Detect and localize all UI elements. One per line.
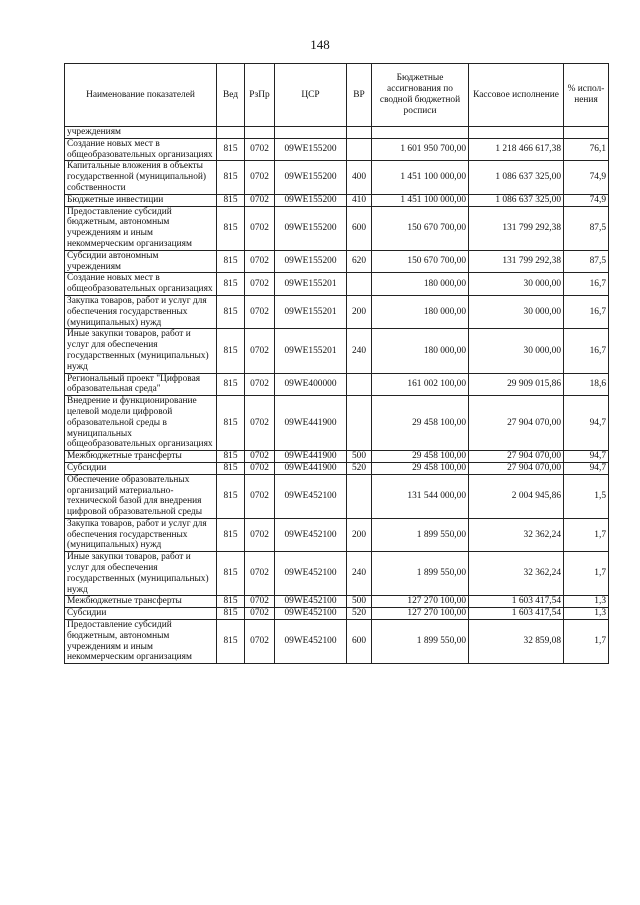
header-rzpr: РзПр (245, 64, 275, 127)
cell-indicator-name: Межбюджетные трансферты (65, 451, 217, 463)
cell-csr: 09WE155201 (275, 329, 347, 373)
cell-cash-execution: 131 799 292,38 (469, 250, 564, 273)
cell-indicator-name: Субсидии (65, 462, 217, 474)
cell-rzpr: 0702 (245, 138, 275, 161)
header-ved: Вед (217, 64, 245, 127)
cell-ved: 815 (217, 250, 245, 273)
cell-cash-execution: 27 904 070,00 (469, 396, 564, 451)
cell-vr: 240 (347, 552, 372, 596)
cell-vr (347, 474, 372, 518)
cell-cash-execution: 1 603 417,54 (469, 608, 564, 620)
cell-budget-allocation: 1 451 100 000,00 (372, 194, 469, 206)
cell-indicator-name: Создание новых мест в общеобразовательных организациях (65, 273, 217, 296)
cell-vr: 410 (347, 194, 372, 206)
table-row (65, 462, 609, 474)
cell-indicator-name: Предоставление субсидий бюджетным, автономным учреждениям и иным некоммерческим организациям (65, 206, 217, 250)
cell-csr: 09WE155200 (275, 194, 347, 206)
cell-rzpr: 0702 (245, 329, 275, 373)
header-budget-allocations: Бюджетные ассигнования по сводной бюджетной росписи (372, 64, 469, 127)
cell-execution-percent: 94,7 (564, 462, 609, 474)
cell-rzpr: 0702 (245, 194, 275, 206)
cell-cash-execution: 27 904 070,00 (469, 451, 564, 463)
cell-cash-execution: 131 799 292,38 (469, 206, 564, 250)
cell-vr: 200 (347, 295, 372, 328)
cell-indicator-name: Закупка товаров, работ и услуг для обеспечения государственных (муниципальных) нужд (65, 295, 217, 328)
cell-budget-allocation (372, 127, 469, 139)
table-row (65, 596, 609, 608)
cell-indicator-name: Субсидии (65, 608, 217, 620)
cell-indicator-name: Субсидии автономным учреждениям (65, 250, 217, 273)
page-number: 148 (310, 37, 330, 52)
cell-indicator-name: Обеспечение образовательных организаций материально-технической базой для внедрения цифровой образовательной среды (65, 474, 217, 518)
cell-rzpr: 0702 (245, 608, 275, 620)
cell-execution-percent (564, 127, 609, 139)
cell-execution-percent: 94,7 (564, 451, 609, 463)
table-row (65, 474, 609, 518)
cell-ved: 815 (217, 474, 245, 518)
cell-budget-allocation: 1 601 950 700,00 (372, 138, 469, 161)
cell-csr: 09WE452100 (275, 552, 347, 596)
cell-cash-execution: 30 000,00 (469, 295, 564, 328)
cell-vr: 240 (347, 329, 372, 373)
budget-execution-table (64, 63, 609, 664)
header-execution-percent: % испол-нения (564, 64, 609, 127)
cell-rzpr: 0702 (245, 273, 275, 296)
cell-vr: 620 (347, 250, 372, 273)
cell-cash-execution: 1 086 637 325,00 (469, 161, 564, 194)
cell-indicator-name: Закупка товаров, работ и услуг для обеспечения государственных (муниципальных) нужд (65, 518, 217, 551)
cell-vr: 600 (347, 620, 372, 664)
cell-indicator-name: Региональный проект "Цифровая образовательная среда" (65, 373, 217, 396)
cell-budget-allocation: 1 899 550,00 (372, 518, 469, 551)
table-row (65, 138, 609, 161)
cell-ved: 815 (217, 552, 245, 596)
cell-ved: 815 (217, 329, 245, 373)
cell-csr: 09WE155200 (275, 206, 347, 250)
cell-rzpr: 0702 (245, 474, 275, 518)
cell-cash-execution: 30 000,00 (469, 329, 564, 373)
table-body (65, 127, 609, 664)
cell-vr: 200 (347, 518, 372, 551)
cell-cash-execution: 32 362,24 (469, 552, 564, 596)
table-row (65, 396, 609, 451)
header-vr: ВР (347, 64, 372, 127)
cell-vr (347, 138, 372, 161)
table-row (65, 373, 609, 396)
cell-csr: 09WE155201 (275, 295, 347, 328)
cell-indicator-name: Иные закупки товаров, работ и услуг для обеспечения государственных (муниципальных) нужд (65, 552, 217, 596)
table-header-row (65, 64, 609, 127)
cell-vr: 520 (347, 462, 372, 474)
cell-csr: 09WE400000 (275, 373, 347, 396)
cell-ved: 815 (217, 138, 245, 161)
table-row (65, 329, 609, 373)
table-row (65, 552, 609, 596)
cell-rzpr: 0702 (245, 596, 275, 608)
cell-execution-percent: 1,3 (564, 596, 609, 608)
cell-rzpr: 0702 (245, 396, 275, 451)
cell-rzpr: 0702 (245, 206, 275, 250)
cell-rzpr: 0702 (245, 373, 275, 396)
cell-indicator-name: Внедрение и функционирование целевой модели цифровой образовательной среды в муниципальных общеобразовательных организациях (65, 396, 217, 451)
cell-vr: 500 (347, 596, 372, 608)
header-csr: ЦСР (275, 64, 347, 127)
cell-execution-percent: 74,9 (564, 161, 609, 194)
cell-csr: 09WE441900 (275, 451, 347, 463)
cell-vr (347, 373, 372, 396)
cell-indicator-name: учреждениям (65, 127, 217, 139)
cell-execution-percent: 1,7 (564, 552, 609, 596)
cell-execution-percent: 16,7 (564, 329, 609, 373)
cell-vr: 600 (347, 206, 372, 250)
table-row (65, 620, 609, 664)
cell-ved: 815 (217, 373, 245, 396)
cell-cash-execution: 29 909 015,86 (469, 373, 564, 396)
cell-rzpr: 0702 (245, 250, 275, 273)
cell-csr: 09WE452100 (275, 596, 347, 608)
cell-ved: 815 (217, 451, 245, 463)
cell-csr: 09WE452100 (275, 518, 347, 551)
cell-csr: 09WE441900 (275, 396, 347, 451)
cell-execution-percent: 1,5 (564, 474, 609, 518)
cell-execution-percent: 87,5 (564, 250, 609, 273)
cell-rzpr (245, 127, 275, 139)
cell-ved: 815 (217, 620, 245, 664)
cell-budget-allocation: 161 002 100,00 (372, 373, 469, 396)
cell-csr: 09WE155200 (275, 161, 347, 194)
cell-execution-percent: 1,3 (564, 608, 609, 620)
table-row (65, 127, 609, 139)
cell-csr (275, 127, 347, 139)
cell-indicator-name: Предоставление субсидий бюджетным, автономным учреждениям и иным некоммерческим организациям (65, 620, 217, 664)
cell-budget-allocation: 150 670 700,00 (372, 250, 469, 273)
cell-csr: 09WE155200 (275, 138, 347, 161)
cell-budget-allocation: 29 458 100,00 (372, 396, 469, 451)
table-row (65, 518, 609, 551)
cell-cash-execution: 32 859,08 (469, 620, 564, 664)
cell-indicator-name: Межбюджетные трансферты (65, 596, 217, 608)
cell-execution-percent: 1,7 (564, 620, 609, 664)
cell-csr: 09WE155200 (275, 250, 347, 273)
cell-budget-allocation: 131 544 000,00 (372, 474, 469, 518)
cell-budget-allocation: 1 899 550,00 (372, 552, 469, 596)
cell-rzpr: 0702 (245, 295, 275, 328)
cell-execution-percent: 74,9 (564, 194, 609, 206)
cell-indicator-name: Создание новых мест в общеобразовательных организациях (65, 138, 217, 161)
cell-ved: 815 (217, 273, 245, 296)
cell-execution-percent: 76,1 (564, 138, 609, 161)
table-row (65, 194, 609, 206)
cell-budget-allocation: 150 670 700,00 (372, 206, 469, 250)
cell-rzpr: 0702 (245, 462, 275, 474)
cell-ved: 815 (217, 396, 245, 451)
cell-execution-percent: 16,7 (564, 273, 609, 296)
cell-cash-execution: 2 004 945,86 (469, 474, 564, 518)
cell-ved: 815 (217, 608, 245, 620)
table-row (65, 273, 609, 296)
cell-execution-percent: 18,6 (564, 373, 609, 396)
cell-budget-allocation: 127 270 100,00 (372, 608, 469, 620)
cell-indicator-name: Капитальные вложения в объекты государственной (муниципальной) собственности (65, 161, 217, 194)
cell-ved: 815 (217, 462, 245, 474)
cell-ved: 815 (217, 518, 245, 551)
cell-csr: 09WE452100 (275, 608, 347, 620)
cell-vr (347, 127, 372, 139)
cell-vr (347, 273, 372, 296)
cell-budget-allocation: 29 458 100,00 (372, 451, 469, 463)
cell-budget-allocation: 180 000,00 (372, 273, 469, 296)
cell-rzpr: 0702 (245, 161, 275, 194)
cell-cash-execution: 30 000,00 (469, 273, 564, 296)
table-row (65, 250, 609, 273)
cell-ved: 815 (217, 194, 245, 206)
cell-cash-execution (469, 127, 564, 139)
header-indicator-name: Наименование показателей (65, 64, 217, 127)
cell-cash-execution: 1 086 637 325,00 (469, 194, 564, 206)
cell-csr: 09WE452100 (275, 620, 347, 664)
cell-budget-allocation: 180 000,00 (372, 329, 469, 373)
cell-vr: 500 (347, 451, 372, 463)
cell-ved (217, 127, 245, 139)
cell-indicator-name: Иные закупки товаров, работ и услуг для обеспечения государственных (муниципальных) нужд (65, 329, 217, 373)
table-row (65, 608, 609, 620)
cell-csr: 09WE441900 (275, 462, 347, 474)
cell-cash-execution: 1 603 417,54 (469, 596, 564, 608)
cell-budget-allocation: 127 270 100,00 (372, 596, 469, 608)
cell-rzpr: 0702 (245, 451, 275, 463)
table-row (65, 161, 609, 194)
cell-vr: 520 (347, 608, 372, 620)
cell-budget-allocation: 180 000,00 (372, 295, 469, 328)
cell-indicator-name: Бюджетные инвестиции (65, 194, 217, 206)
cell-execution-percent: 94,7 (564, 396, 609, 451)
cell-ved: 815 (217, 206, 245, 250)
cell-execution-percent: 16,7 (564, 295, 609, 328)
cell-cash-execution: 27 904 070,00 (469, 462, 564, 474)
table-row (65, 206, 609, 250)
table-row (65, 451, 609, 463)
cell-execution-percent: 87,5 (564, 206, 609, 250)
cell-csr: 09WE452100 (275, 474, 347, 518)
cell-rzpr: 0702 (245, 620, 275, 664)
header-cash-execution: Кассовое исполнение (469, 64, 564, 127)
cell-vr: 400 (347, 161, 372, 194)
cell-rzpr: 0702 (245, 518, 275, 551)
cell-csr: 09WE155201 (275, 273, 347, 296)
cell-ved: 815 (217, 295, 245, 328)
cell-ved: 815 (217, 161, 245, 194)
cell-budget-allocation: 29 458 100,00 (372, 462, 469, 474)
cell-cash-execution: 32 362,24 (469, 518, 564, 551)
cell-rzpr: 0702 (245, 552, 275, 596)
cell-vr (347, 396, 372, 451)
cell-budget-allocation: 1 451 100 000,00 (372, 161, 469, 194)
table-row (65, 295, 609, 328)
cell-execution-percent: 1,7 (564, 518, 609, 551)
cell-cash-execution: 1 218 466 617,38 (469, 138, 564, 161)
cell-budget-allocation: 1 899 550,00 (372, 620, 469, 664)
cell-ved: 815 (217, 596, 245, 608)
